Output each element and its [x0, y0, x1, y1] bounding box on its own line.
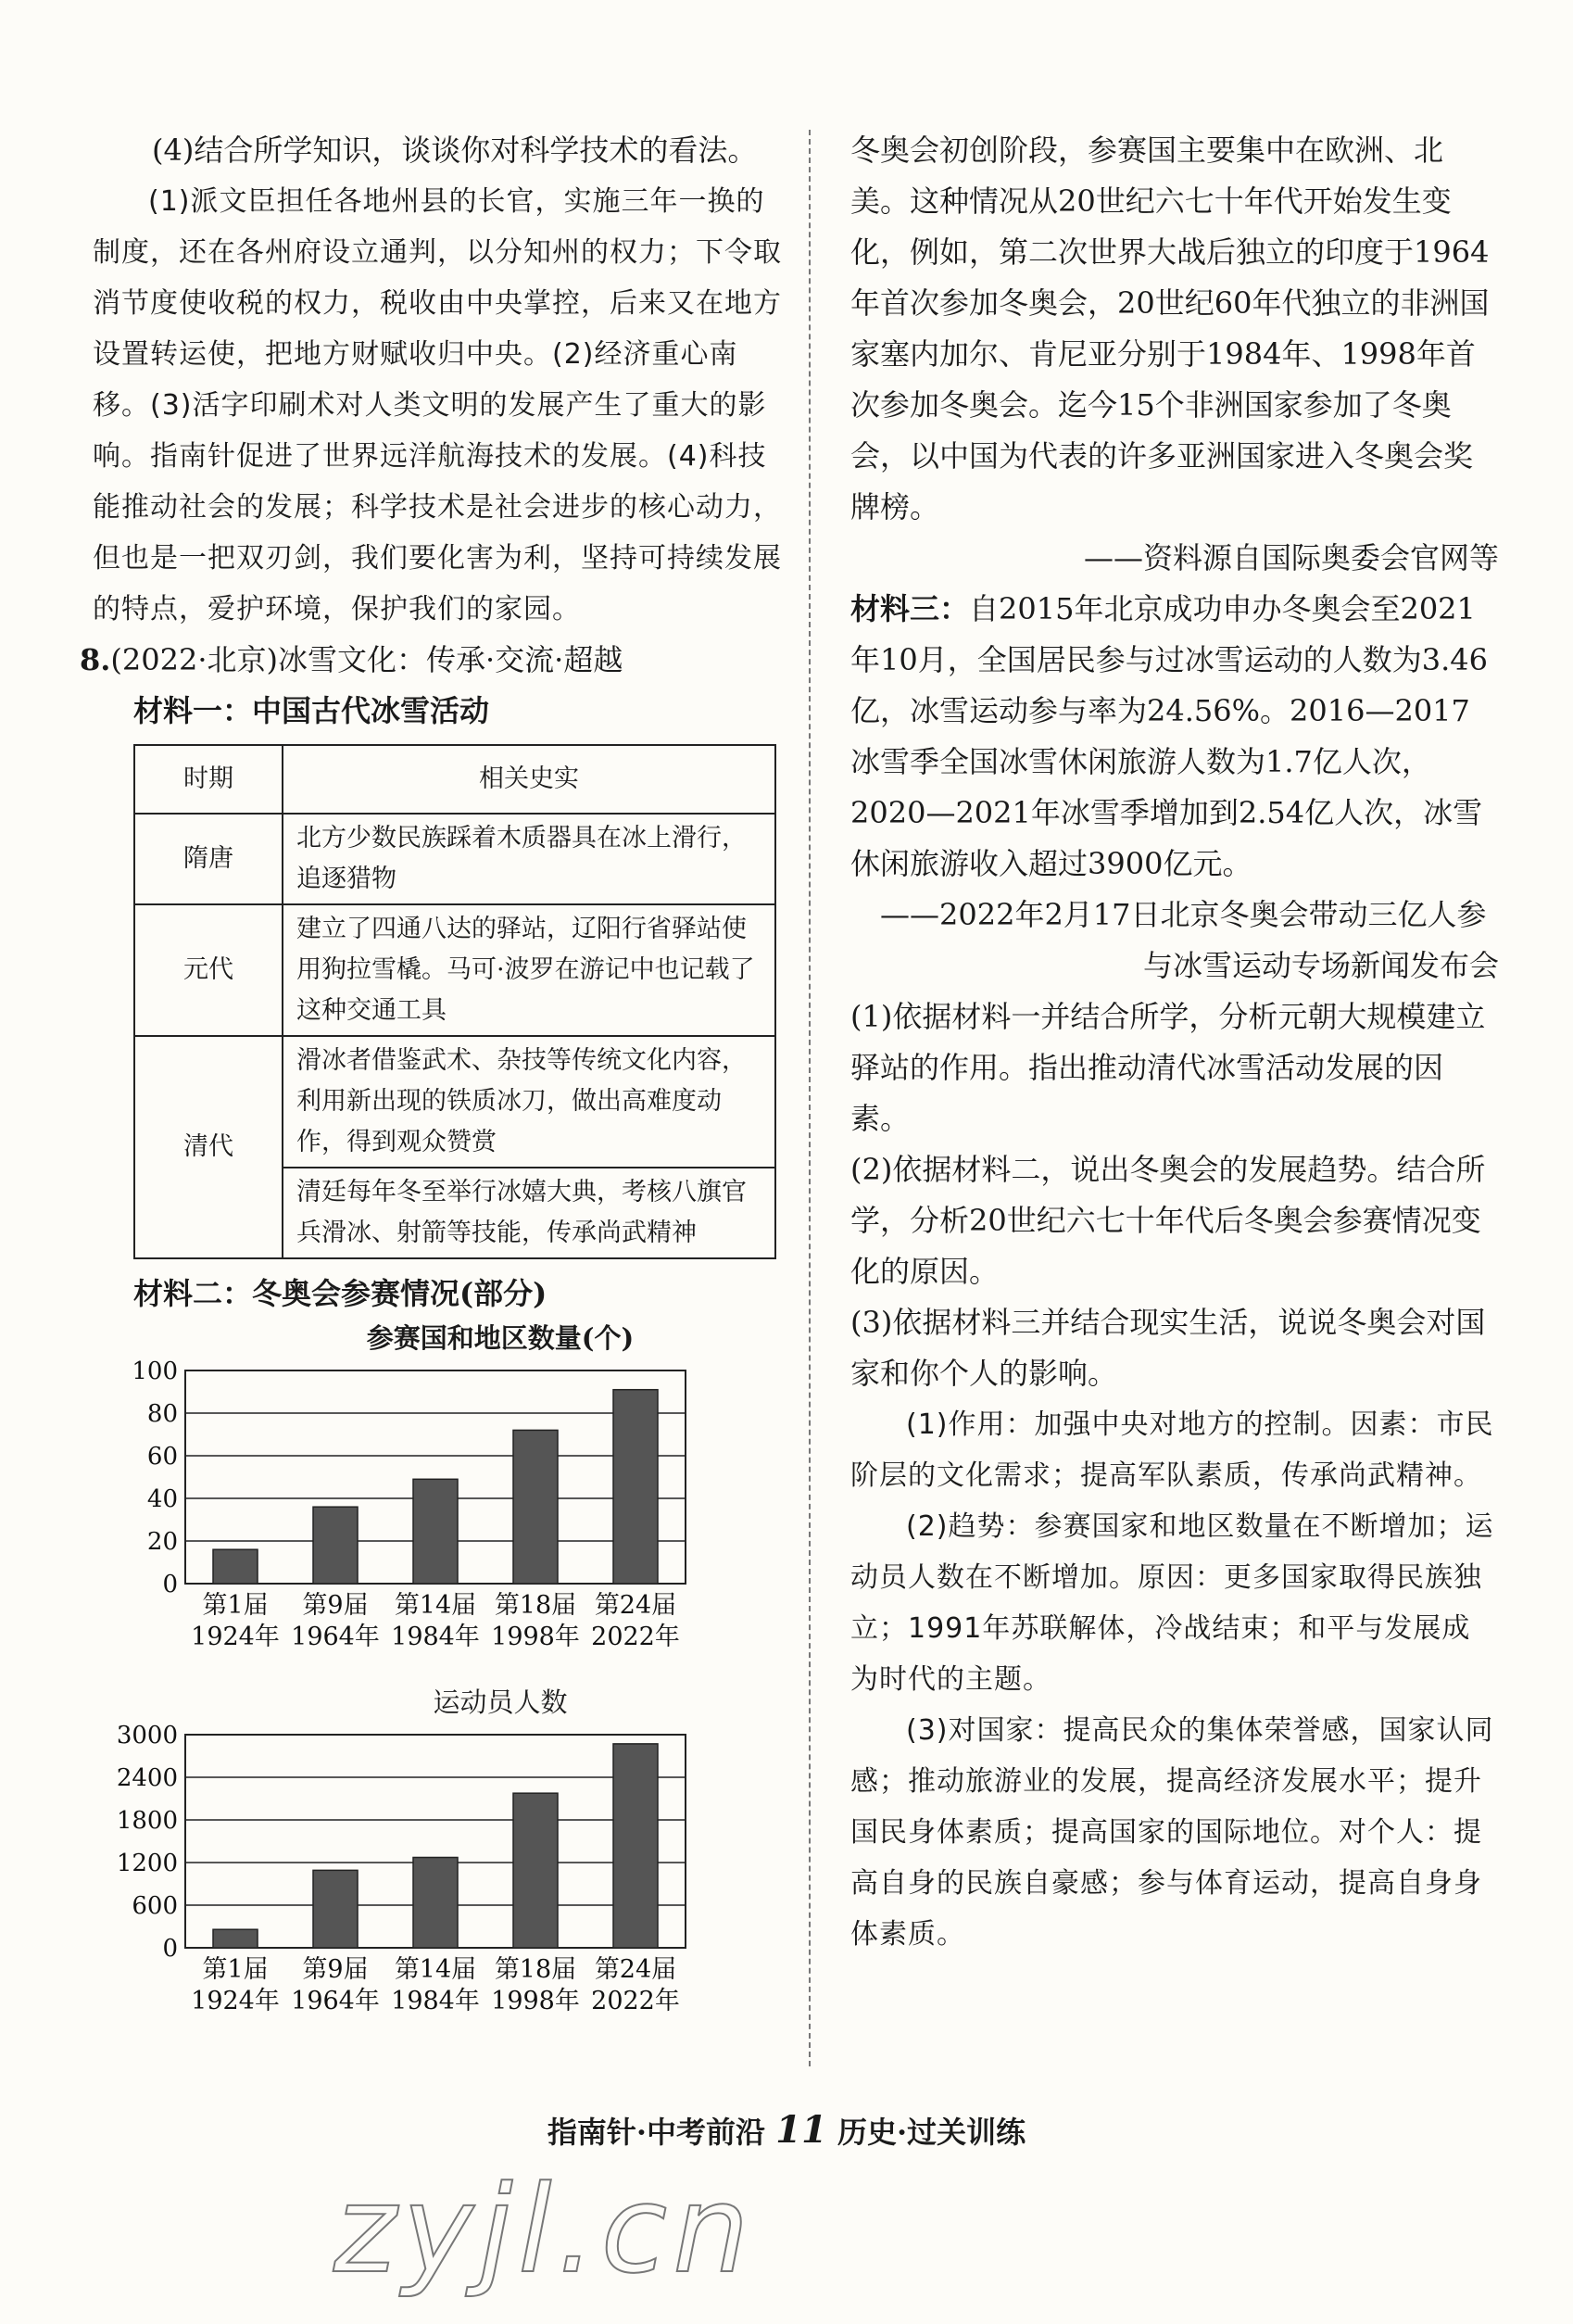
x-tick-label: 第18届 — [494, 1591, 577, 1620]
facts-cell: 清廷每年冬至举行冰嬉大典，考核八旗官兵滑冰、射箭等技能，传承尚武精神 — [283, 1168, 775, 1258]
facts-cell: 建立了四通八达的驿站，辽阳行省驿站使用狗拉雪橇。马可·波罗在游记中也记载了这种交通工具 — [283, 904, 775, 1036]
bar — [213, 1929, 258, 1948]
facts-cell: 北方少数民族踩着木质器具在冰上滑行，追逐猎物 — [283, 814, 775, 904]
table-row — [134, 1036, 775, 1168]
y-tick-label: 1200 — [116, 1850, 178, 1877]
x-tick-label: 1924年 — [191, 1987, 280, 2015]
chart-2-title: 运动员人数 — [433, 1686, 568, 1718]
question-8-1: (1)依据材料一并结合所学，分析元朝大规模建立驿站的作用。指出推动清代冰雪活动发展的因素。 — [850, 999, 1486, 1136]
x-tick-label: 第14届 — [394, 1955, 477, 1984]
bar — [313, 1507, 358, 1584]
y-tick-label: 0 — [162, 1935, 178, 1963]
x-tick-label: 1998年 — [491, 1987, 580, 2015]
bar — [313, 1870, 358, 1948]
x-tick-label: 第1届 — [202, 1591, 269, 1620]
bar — [413, 1857, 458, 1948]
chart-countries — [93, 1357, 792, 1662]
y-tick-label: 40 — [146, 1485, 178, 1513]
table-header-facts: 相关史实 — [283, 745, 775, 814]
material-2-title: 材料二：冬奥会参赛情况(部分) — [133, 1276, 547, 1311]
table-row — [134, 814, 775, 904]
bar — [613, 1390, 658, 1584]
material-3-label: 材料三： — [850, 591, 970, 626]
x-tick-label: 2022年 — [591, 1623, 680, 1651]
left-column — [80, 125, 792, 2042]
question-number: 8. — [80, 642, 111, 677]
x-tick-label: 第9届 — [302, 1955, 369, 1984]
x-tick-label: 第14届 — [394, 1591, 477, 1620]
x-tick-label: 1984年 — [391, 1623, 480, 1651]
x-tick-label: 1984年 — [391, 1987, 480, 2015]
material-1-title: 材料一：中国古代冰雪活动 — [133, 693, 490, 728]
bar — [613, 1744, 658, 1948]
bar — [513, 1430, 558, 1584]
era-cell: 元代 — [134, 904, 283, 1036]
table-header-era: 时期 — [134, 745, 283, 814]
answer-8-3: (3)对国家：提高民众的集体荣誉感，国家认同感；推动旅游业的发展，提高经济发展水平；提升国民身体素质；提高国家的国际地位。对个人：提高自身的民族自豪感；参与体育运动，提高自身身体素质。 — [850, 1714, 1494, 1951]
page-number: 11 — [775, 2108, 827, 2152]
answer-8-1: (1)作用：加强中央对地方的控制。因素：市民阶层的文化需求；提高军队素质，传承尚武精神。 — [850, 1408, 1494, 1492]
era-cell: 清代 — [134, 1036, 283, 1258]
material-3-source-2: 与冰雪运动专场新闻发布会 — [1142, 948, 1499, 983]
column-divider — [809, 130, 811, 2066]
x-tick-label: 第1届 — [202, 1955, 269, 1984]
x-tick-label: 1998年 — [491, 1623, 580, 1651]
chart-1-title: 参赛国和地区数量(个) — [366, 1322, 635, 1354]
table-row — [134, 904, 775, 1036]
y-tick-label: 3000 — [116, 1722, 178, 1749]
y-tick-label: 600 — [132, 1892, 178, 1920]
table-header-row — [134, 745, 775, 814]
x-tick-label: 1964年 — [291, 1987, 380, 2015]
right-column — [850, 125, 1499, 1960]
page-footer — [0, 2108, 1573, 2152]
era-cell: 隋唐 — [134, 814, 283, 904]
y-tick-label: 1800 — [116, 1807, 178, 1835]
answer-7: (1)派文臣担任各地州县的长官，实施三年一换的制度，还在各州府设立通判，以分知州的权力；下令取消节度使收税的权力，税收由中央掌控，后来又在地方设置转运使，把地方财赋收归中央。(2)经济重心南移。(3)活字印刷术对人类文明的发展产生了重大的影响。指南针促进了世界远洋航海技术的发展。(4)科技能推动社会的发展；科学技术是社会进步的核心动力，但也是一把双刃剑，我们要化害为利，坚持可持续发展的特点，爱护环境，保护我们的家园。 — [93, 185, 782, 625]
history-table — [133, 744, 776, 1259]
y-tick-label: 80 — [146, 1400, 178, 1428]
question-8-3: (3)依据材料三并结合现实生活，说说冬奥会对国家和你个人的影响。 — [850, 1305, 1486, 1391]
y-tick-label: 60 — [146, 1443, 178, 1471]
question-8-2: (2)依据材料二，说出冬奥会的发展趋势。结合所学，分析20世纪六七十年代后冬奥会参赛情况变化的原因。 — [850, 1152, 1486, 1289]
question-7-part4: (4)结合所学知识，谈谈你对科学技术的看法。 — [152, 133, 758, 168]
answer-8-2: (2)趋势：参赛国家和地区数量在不断增加；运动员人数在不断增加。原因：更多国家取得民族独立；1991年苏联解体，冷战结束；和平与发展成为时代的主题。 — [850, 1510, 1494, 1696]
y-tick-label: 0 — [162, 1571, 178, 1598]
x-tick-label: 第24届 — [594, 1955, 677, 1984]
footer-right: 历史·过关训练 — [837, 2115, 1026, 2150]
y-tick-label: 100 — [132, 1358, 178, 1385]
bar — [513, 1793, 558, 1948]
x-tick-label: 1924年 — [191, 1623, 280, 1651]
material-3-text: 自2015年北京成功申办冬奥会至2021年10月，全国居民参与过冰雪运动的人数为3.46亿，冰雪运动参与率为24.56%。2016—2017冰雪季全国冰雪休闲旅游人数为1.7亿人次，2020—2021年冰雪季增加到2.54亿人次，冰雪休闲旅游收入超过3900亿元。 — [850, 591, 1488, 881]
x-tick-label: 1964年 — [291, 1623, 380, 1651]
material-2-source: ——资料源自国际奥委会官网等 — [1083, 540, 1499, 575]
chart-athletes — [93, 1721, 792, 2027]
footer-left: 指南针·中考前沿 — [547, 2115, 766, 2150]
bar — [213, 1549, 258, 1584]
facts-cell: 滑冰者借鉴武术、杂技等传统文化内容，利用新出现的铁质冰刀，做出高难度动作，得到观众赞赏 — [283, 1036, 775, 1168]
x-tick-label: 第18届 — [494, 1955, 577, 1984]
material-3 — [850, 584, 1499, 890]
material-3-source-1: ——2022年2月17日北京冬奥会带动三亿人参 — [880, 897, 1487, 932]
y-tick-label: 2400 — [116, 1764, 178, 1792]
x-tick-label: 第24届 — [594, 1591, 677, 1620]
material-2-text: 冬奥会初创阶段，参赛国主要集中在欧洲、北美。这种情况从20世纪六七十年代开始发生变化，例如，第二次世界大战后独立的印度于1964年首次参加冬奥会，20世纪60年代独立的非洲国家塞内加尔、肯尼亚分别于1984年、1998年首次参加冬奥会。迄今15个非洲国家参加了冬奥会，以中国为代表的许多亚洲国家进入冬奥会奖牌榜。 — [850, 133, 1490, 524]
x-tick-label: 第9届 — [302, 1591, 369, 1620]
question-8-header — [80, 635, 792, 686]
bar — [413, 1479, 458, 1584]
watermark: zyjl.cn — [333, 2159, 755, 2300]
y-tick-label: 20 — [146, 1528, 178, 1556]
question-8-title: (2022·北京)冰雪文化：传承·交流·超越 — [110, 642, 623, 677]
x-tick-label: 2022年 — [591, 1987, 680, 2015]
